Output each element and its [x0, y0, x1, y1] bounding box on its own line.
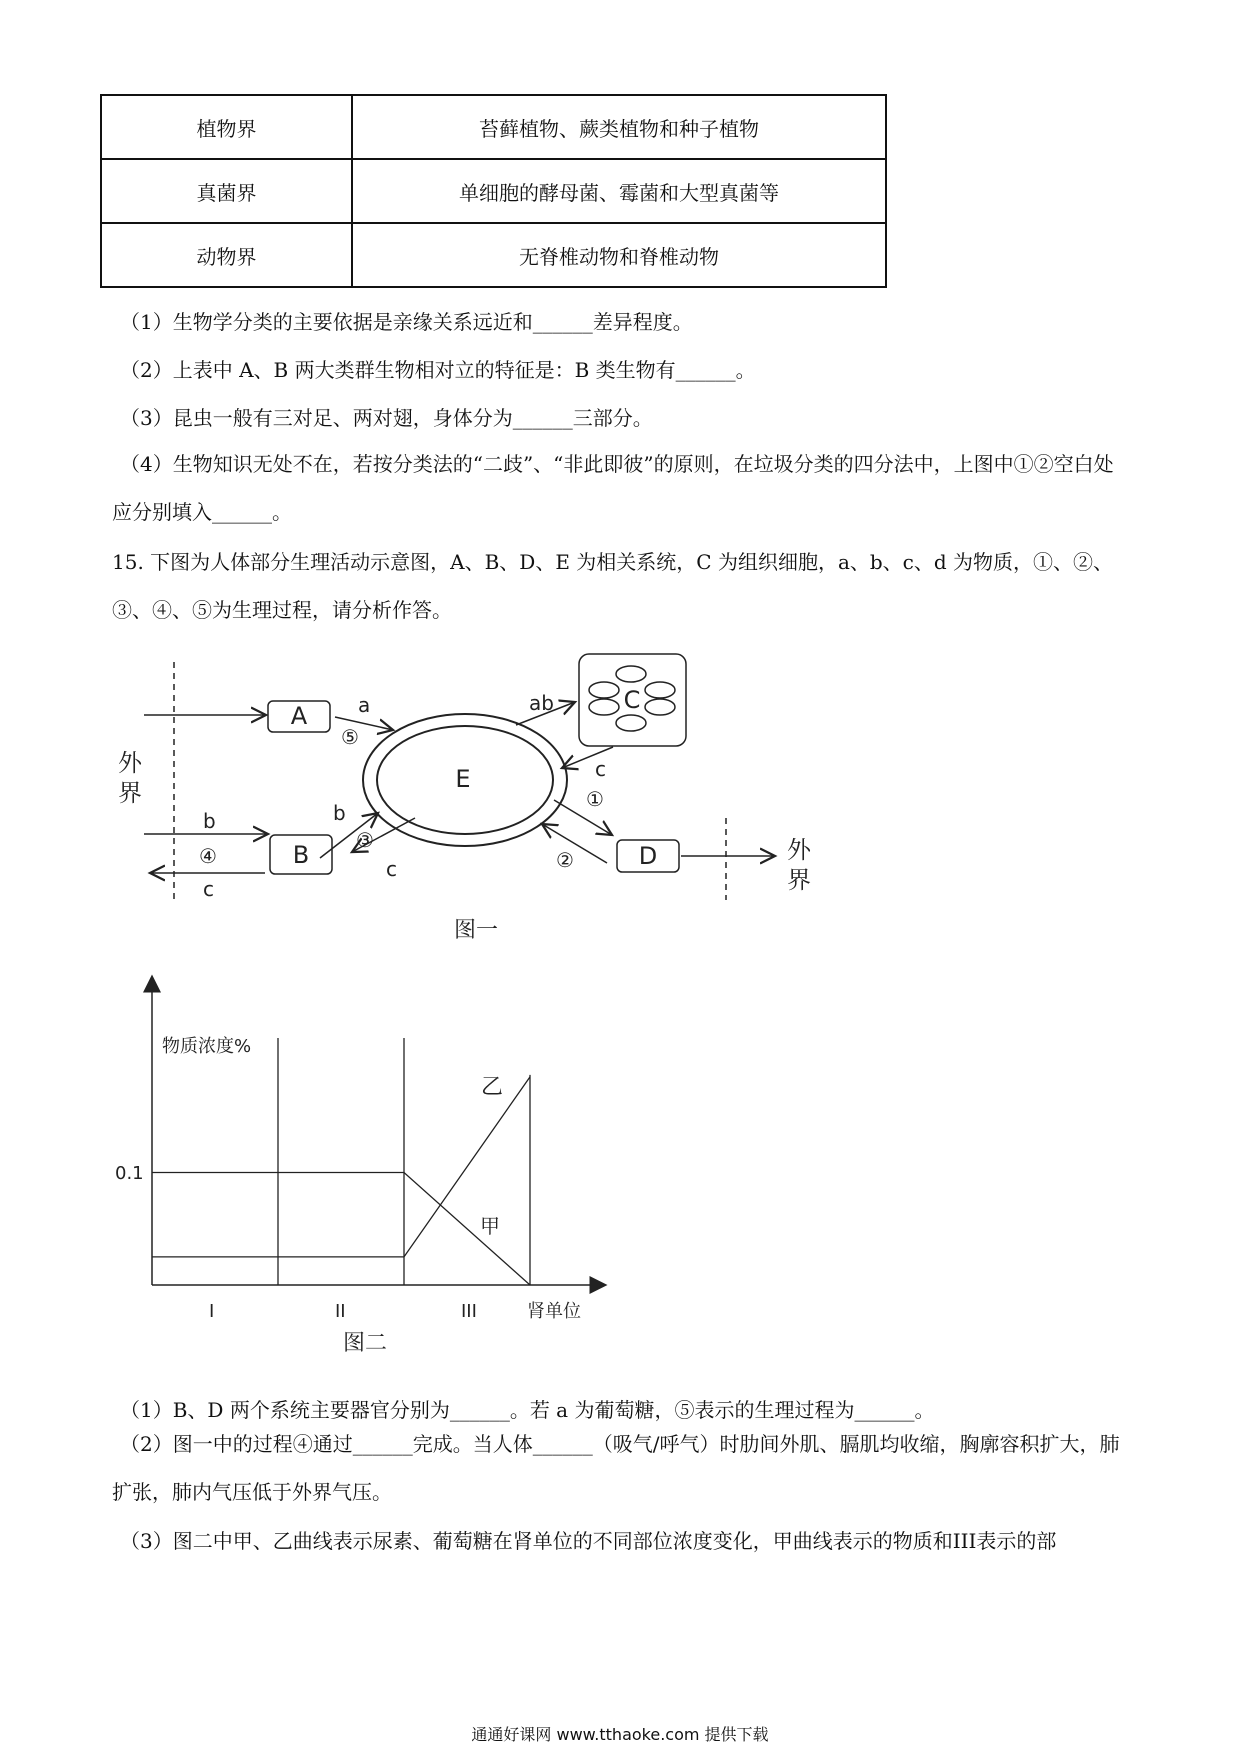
label-process-1: ① [586, 787, 604, 811]
series-label-yi: 乙 [481, 1075, 504, 1100]
x-tick-label-II: II [335, 1301, 346, 1322]
q14-part-4: （4）生物知识无处不在，若按分类法的“二歧”、“非此即彼”的原则，在垃圾分类的四分法中，上图中①②空白处应分别填入______。 [112, 452, 1114, 524]
y-tick-label: 0.1 [115, 1163, 144, 1184]
series-label-jia: 甲 [480, 1214, 500, 1238]
outside-left-char1: 外 [118, 749, 142, 777]
q15-part-1: （1）B、D 两个系统主要器官分别为______。若 a 为葡萄糖，⑤表示的生理过程为______。 [120, 1398, 935, 1422]
label-process-2: ② [556, 848, 574, 872]
table-cell-kingdom: 动物界 [101, 223, 352, 287]
table-cell-kingdom: 植物界 [101, 95, 352, 159]
q15-part-2: （2）图一中的过程④通过______完成。当人体______（吸气/呼气）时肋间外肌、膈肌均收缩，胸廓容积扩大，肺扩张，肺内气压低于外界气压。 [112, 1432, 1120, 1504]
outside-right-char2: 界 [787, 866, 811, 894]
x-axis-label: 肾单位 [527, 1301, 581, 1322]
footer-source: 通通好课网 www.tthaoke.com 提供下载 [471, 1725, 769, 1744]
label-substance-ab: ab [529, 691, 554, 715]
label-substance-a: a [358, 693, 371, 717]
series-line-jia [152, 1173, 530, 1286]
series-line-yi [152, 1077, 530, 1257]
label-a-box: A [290, 702, 308, 730]
label-substance-c-mid: c [386, 857, 397, 881]
label-process-4: ④ [199, 844, 217, 868]
label-process-5: ⑤ [341, 725, 359, 749]
label-c-box: C [623, 686, 641, 714]
q14-part-3: （3）昆虫一般有三对足、两对翅，身体分为______三部分。 [120, 406, 653, 430]
label-b-box: B [292, 841, 310, 869]
label-d-box: D [638, 842, 658, 870]
figure-2-caption: 图二 [342, 1331, 388, 1356]
table-cell-members: 无脊椎动物和脊椎动物 [352, 223, 886, 287]
outside-left-char2: 界 [118, 779, 142, 807]
label-e-system: E [455, 765, 471, 793]
q14-part-1: （1）生物学分类的主要依据是亲缘关系远近和______差异程度。 [120, 310, 693, 334]
label-process-3: ③ [356, 828, 374, 852]
label-substance-c-right: c [595, 757, 606, 781]
table-cell-members: 单细胞的酵母菌、霉菌和大型真菌等 [352, 159, 886, 223]
x-tick-label-I: I [209, 1301, 215, 1322]
label-substance-b-left: b [203, 809, 216, 833]
table-cell-kingdom: 真菌界 [101, 159, 352, 223]
x-tick-label-III: III [461, 1301, 477, 1322]
outside-right-char1: 外 [787, 836, 811, 864]
label-substance-c-left: c [203, 877, 214, 901]
y-axis-label: 物质浓度% [162, 1036, 252, 1057]
table-cell-members: 苔藓植物、蕨类植物和种子植物 [352, 95, 886, 159]
figure-1-caption: 图一 [453, 918, 499, 943]
label-substance-b-right: b [333, 801, 346, 825]
q15-part-3: （3）图二中甲、乙曲线表示尿素、葡萄糖在肾单位的不同部位浓度变化，甲曲线表示的物质和III表示的部 [120, 1529, 1057, 1553]
q15-intro: 15. 下图为人体部分生理活动示意图，A、B、D、E 为相关系统，C 为组织细胞，a、b、c、d 为物质，①、②、③、④、⑤为生理过程，请分析作答。 [112, 550, 1114, 622]
q14-part-2: （2）上表中 A、B 两大类群生物相对立的特征是：B 类生物有______。 [120, 358, 756, 382]
